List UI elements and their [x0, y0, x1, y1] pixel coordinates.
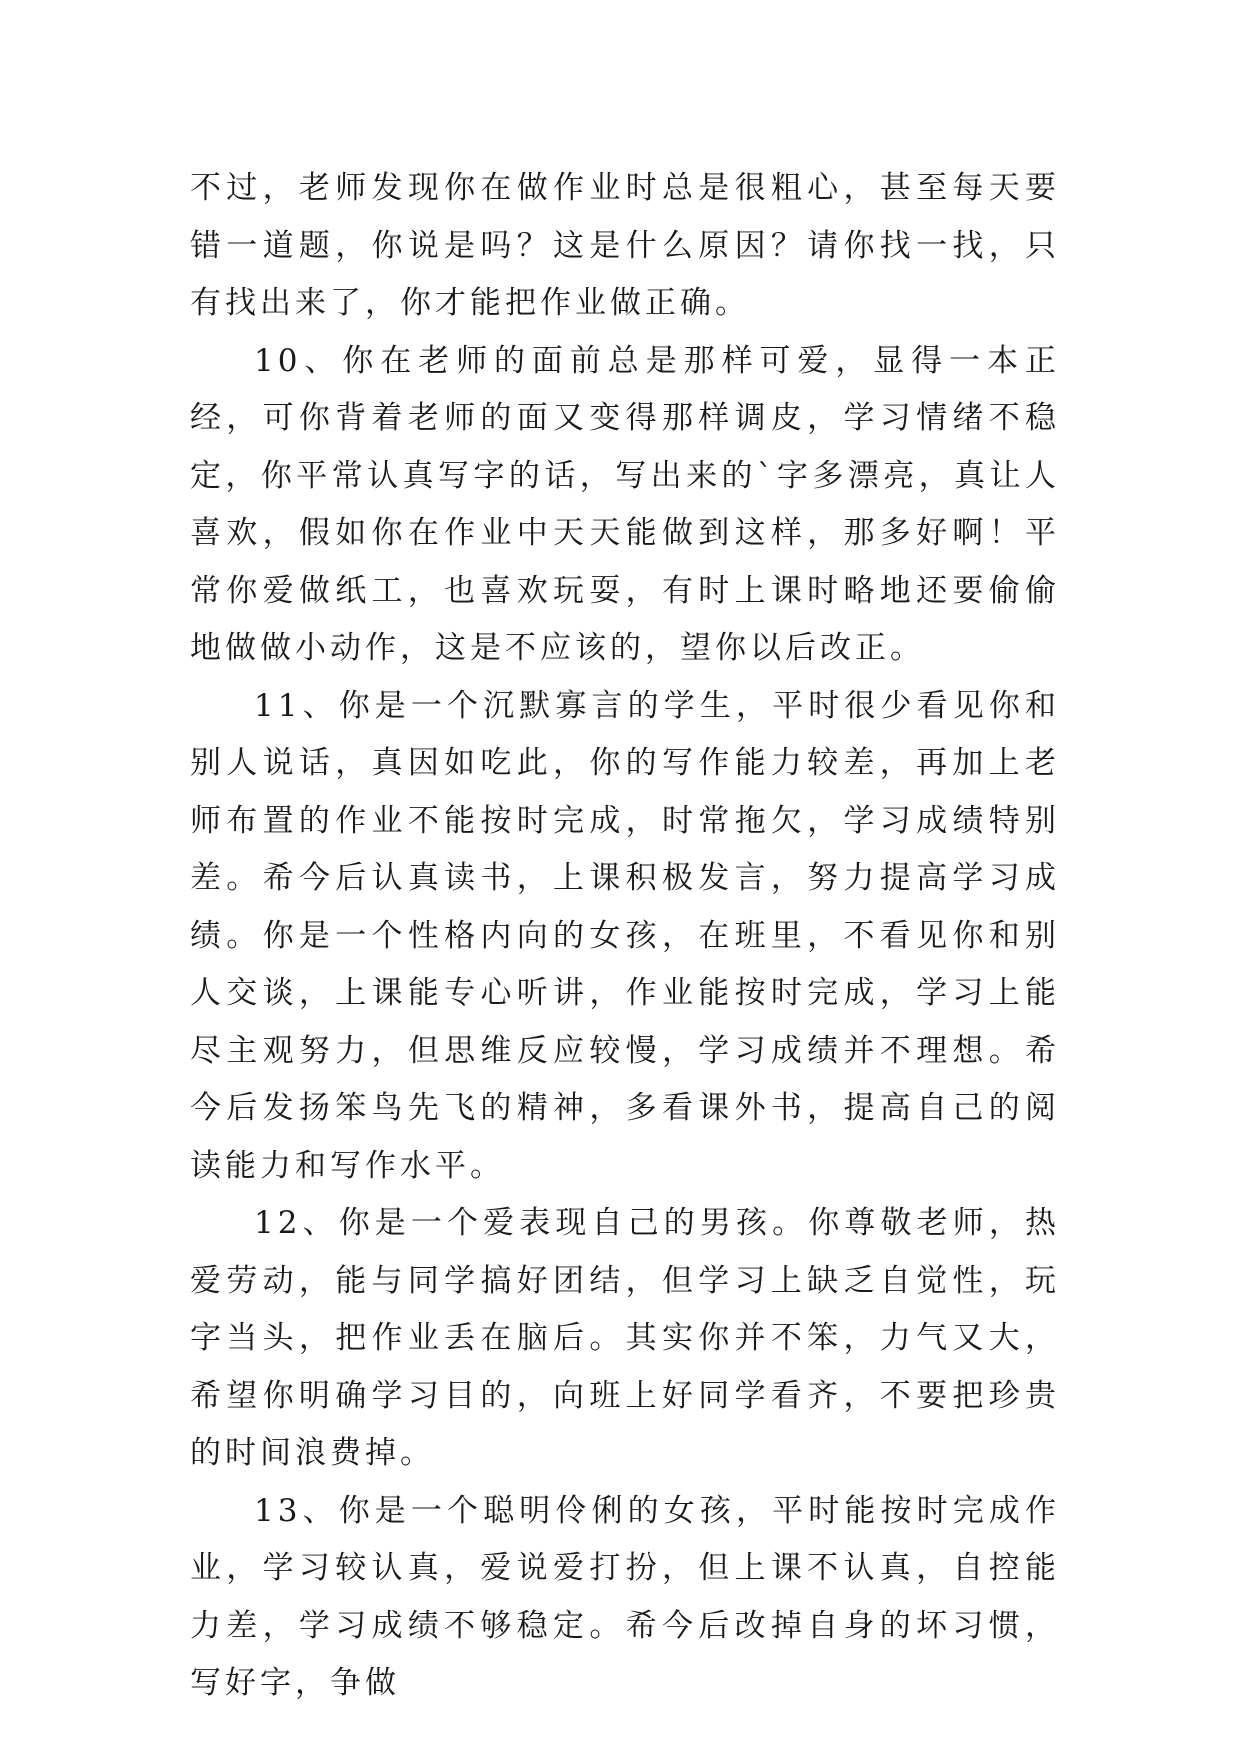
paragraph-continuation: 不过，老师发现你在做作业时总是很粗心，甚至每天要错一道题，你说是吗？这是什么原因？请你找一找，只有找出来了，你才能把作业做正确。: [190, 170, 1060, 321]
document-body: [190, 160, 1060, 1713]
paragraph-12: 12、你是一个爱表现自己的男孩。你尊敬老师，热爱劳动，能与同学搞好团结，但学习上缺乏自觉性，玩字当头，把作业丢在脑后。其实你并不笨，力气又大，希望你明确学习目的，向班上好同学看齐，不要把珍贵的时间浪费掉。: [190, 1205, 1060, 1471]
paragraph-13: 13、你是一个聪明伶俐的女孩，平时能按时完成作业，学习较认真，爱说爱打扮，但上课不认真，自控能力差，学习成绩不够稳定。希今后改掉自身的坏习惯，写好字，争做: [190, 1492, 1060, 1701]
paragraph-10: 10、你在老师的面前总是那样可爱，显得一本正经，可你背着老师的面又变得那样调皮，学习情绪不稳定，你平常认真写字的话，写出来的`字多漂亮，真让人喜欢，假如你在作业中天天能做到这样，那多好啊！平常你爱做纸工，也喜欢玩耍，有时上课时略地还要偷偷地做做小动作，这是不应该的，望你以后改正。: [190, 342, 1060, 666]
paragraph-11: 11、你是一个沉默寡言的学生，平时很少看见你和别人说话，真因如吃此，你的写作能力较差，再加上老师布置的作业不能按时完成，时常拖欠，学习成绩特别差。希今后认真读书，上课积极发言，努力提高学习成绩。你是一个性格内向的女孩，在班里，不看见你和别人交谈，上课能专心听讲，作业能按时完成，学习上能尽主观努力，但思维反应较慢，学习成绩并不理想。希今后发扬笨鸟先飞的精神，多看课外书，提高自己的阅读能力和写作水平。: [190, 687, 1060, 1184]
